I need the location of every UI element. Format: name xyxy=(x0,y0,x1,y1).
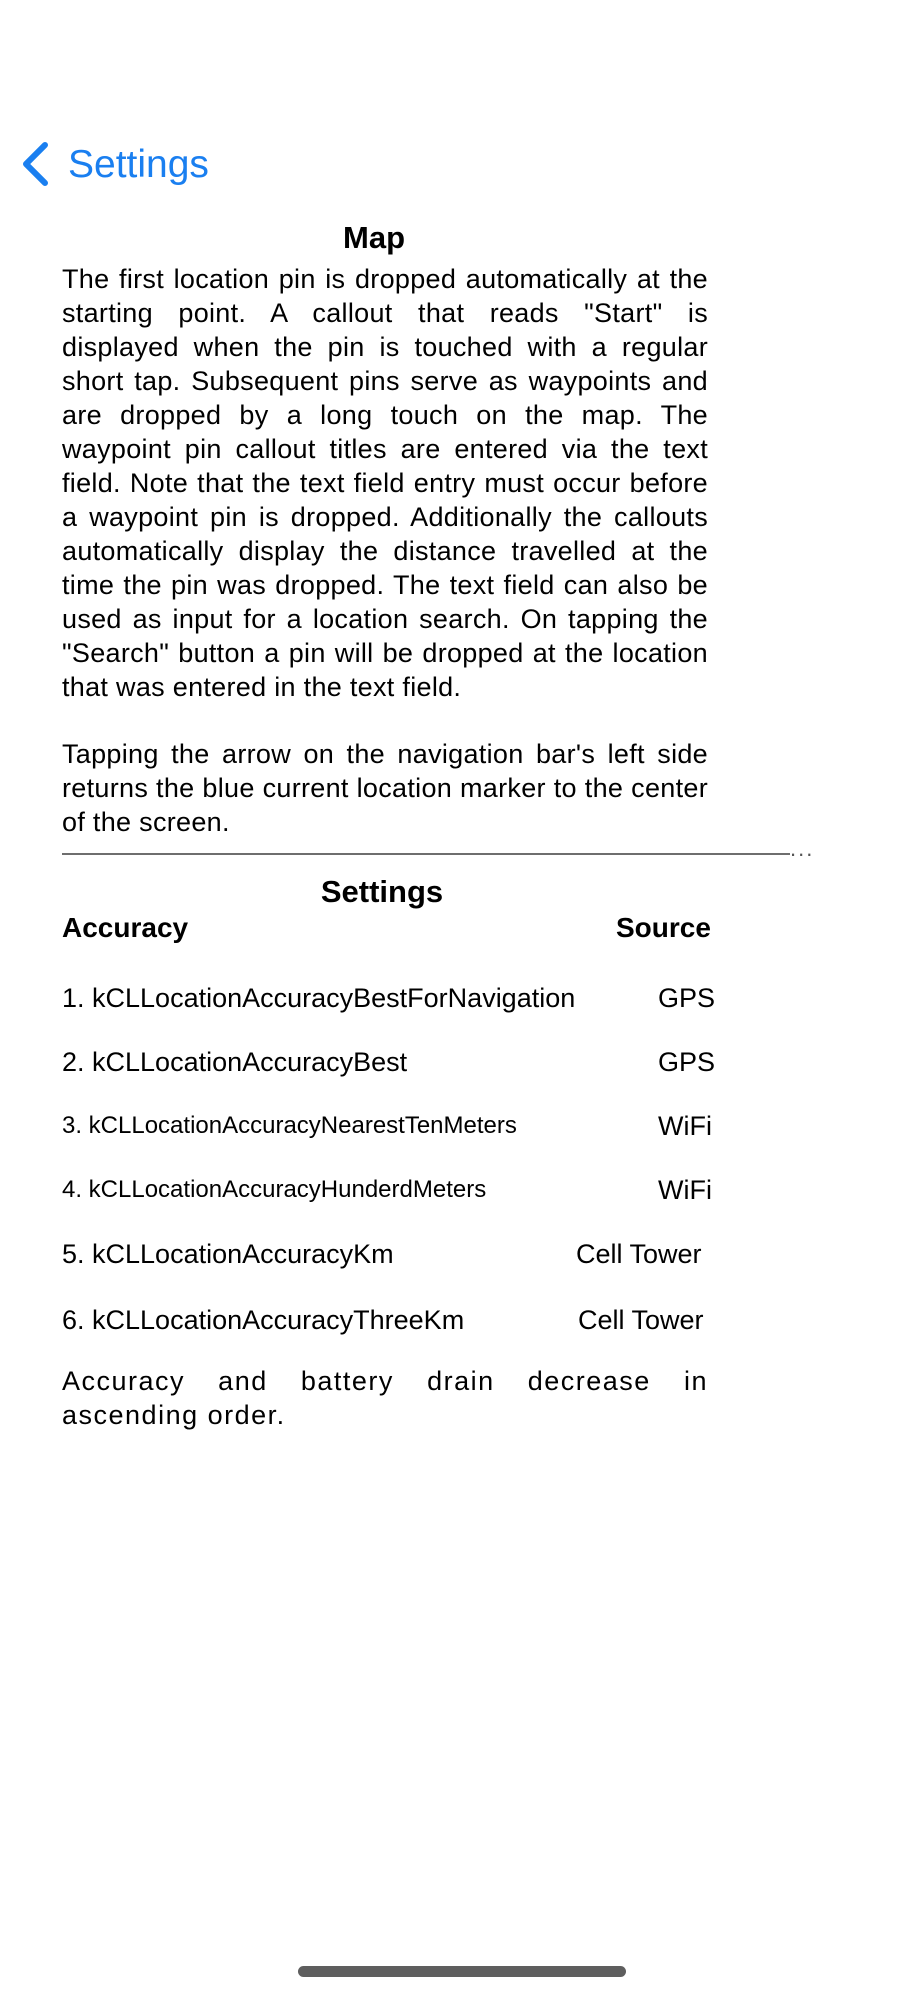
accuracy-name: 3. kCLLocationAccuracyNearestTenMeters xyxy=(62,1112,517,1139)
map-description-paragraph: The first location pin is dropped automatically at the starting point. A callout that reads "Start" is displayed when the pin is touched with a regular short tap. Subsequent pins serve as waypoints and are dropped by a long touch on the map. The waypoint pin callout titles are entered via the text field. Note that the text field entry must occur before a waypoint pin is dropped. Additionally the callouts automatically display the distance travelled at the time the pin was dropped. The text field can also be used as input for a location search. On tapping the "Search" button a pin will be dropped at the location that was entered in the text field. xyxy=(62,264,708,702)
accuracy-source: WiFi xyxy=(658,1175,712,1205)
accuracy-row xyxy=(62,1044,716,1084)
accuracy-source: Cell Tower xyxy=(578,1305,704,1335)
accuracy-row xyxy=(62,980,716,1020)
back-button[interactable] xyxy=(18,136,209,192)
accuracy-source: GPS xyxy=(658,1047,716,1077)
accuracy-row xyxy=(62,1302,716,1342)
section-divider xyxy=(62,853,790,855)
accuracy-name: 5. kCLLocationAccuracyKm xyxy=(62,1239,394,1269)
home-indicator[interactable] xyxy=(298,1966,626,1977)
accuracy-name: 2. kCLLocationAccuracyBest xyxy=(62,1047,408,1077)
accuracy-name: 6. kCLLocationAccuracyThreeKm xyxy=(62,1305,465,1335)
source-column-header: Source xyxy=(616,912,711,943)
chevron-left-icon xyxy=(18,140,52,188)
settings-section-title: Settings xyxy=(320,874,444,909)
accuracy-name: 1. kCLLocationAccuracyBestForNavigation xyxy=(62,983,576,1013)
accuracy-source: Cell Tower xyxy=(576,1239,702,1269)
accuracy-name: 4. kCLLocationAccuracyHunderdMeters xyxy=(62,1176,487,1203)
accuracy-source: GPS xyxy=(658,983,716,1013)
accuracy-note: Accuracy and battery drain decrease in ascending order. xyxy=(62,1366,708,1430)
map-navigation-paragraph: Tapping the arrow on the navigation bar's left side returns the blue current location marker to the center of the screen. xyxy=(62,739,708,837)
accuracy-row xyxy=(62,1108,716,1148)
map-section-title: Map xyxy=(343,220,405,255)
divider-ellipsis: ... xyxy=(790,836,815,861)
back-button-label: Settings xyxy=(68,142,209,186)
accuracy-row xyxy=(62,1236,716,1276)
accuracy-column-header: Accuracy xyxy=(62,912,189,943)
accuracy-source: WiFi xyxy=(658,1111,712,1141)
accuracy-row xyxy=(62,1172,716,1212)
